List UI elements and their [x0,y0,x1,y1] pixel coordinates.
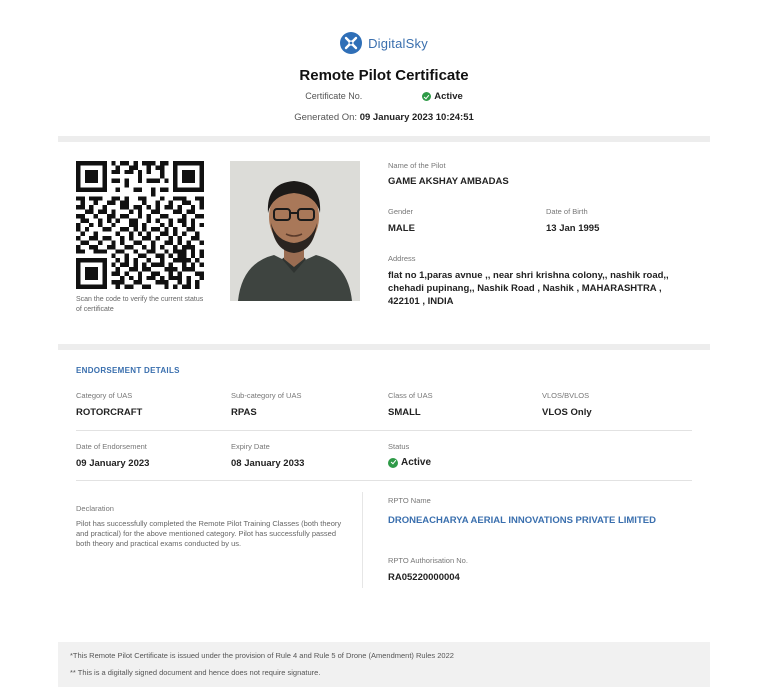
class-label: Class of UAS [388,391,433,400]
generated-label: Generated On: [294,112,358,123]
category-label: Category of UAS [76,391,133,400]
subcategory-label: Sub-category of UAS [231,391,302,400]
section-divider [58,136,710,142]
vlos-value: VLOS Only [542,407,592,418]
digitalsky-logo [58,32,710,54]
rpto-auth-label: RPTO Authorisation No. [388,556,468,565]
logo-text: DigitalSky [368,35,428,51]
rpto-name-label: RPTO Name [388,496,431,505]
status-label: Status [388,442,410,451]
qr-caption: Scan the code to verify the current status of certificate [76,296,204,313]
certificate-title: Remote Pilot Certificate [299,67,469,84]
endorsement-date-label: Date of Endorsement [76,442,147,451]
declaration-label: Declaration [76,504,114,513]
rpto-name-value: DRONEACHARYA AERIAL INNOVATIONS PRIVATE LIMITED [388,515,656,526]
pilot-name-value: GAME AKSHAY AMBADAS [388,176,509,187]
gender-label: Gender [388,207,414,216]
certificate-number-label: Certificate No. [305,91,363,101]
rpto-auth-value: RA05220000004 [388,572,460,583]
category-value: ROTORCRAFT [76,407,143,418]
status-badge [388,457,431,468]
header-status-text: Active [434,91,463,102]
vlos-label: VLOS/BVLOS [542,391,590,400]
gender-value: MALE [388,223,415,234]
expiry-date-label: Expiry Date [231,442,270,451]
row-divider [76,430,692,431]
status-value: Active [401,457,432,468]
column-divider [362,492,363,588]
endorsement-date-value: 09 January 2023 [76,458,150,469]
dob-value: 13 Jan 1995 [546,223,600,234]
section-divider [58,344,710,350]
row-divider [76,480,692,481]
certificate-number-row [58,91,710,102]
qr-code[interactable] [76,161,204,289]
footnote-2: ** This is a digitally signed document and hence does not require signature. [70,668,321,677]
endorsement-details [58,352,710,612]
generated-value: 09 January 2023 10:24:51 [359,112,474,123]
generated-on [58,112,710,123]
pilot-photo [230,161,360,301]
subcategory-value: RPAS [231,407,257,418]
pilot-name-label: Name of the Pilot [388,161,446,170]
pilot-details [58,145,710,345]
check-circle-icon [388,458,398,468]
digitalsky-logo-icon [340,32,362,54]
expiry-date-value: 08 January 2033 [231,458,305,469]
footer-notes [58,642,710,687]
header-status-badge [422,91,463,102]
check-circle-icon [422,92,431,101]
footnote-1: *This Remote Pilot Certificate is issued under the provision of Rule 4 and Rule 5 of Drone (Amendment) Rules 2022 [70,651,454,660]
class-value: SMALL [388,407,421,418]
dob-label: Date of Birth [546,207,588,216]
certificate-header [58,12,710,134]
address-label: Address [388,254,416,263]
endorsement-section-title: ENDORSEMENT DETAILS [76,366,180,375]
declaration-text: Pilot has successfully completed the Remote Pilot Training Classes (both theory and practical) for the above mentioned category. Pilot has successfully passed both theory and practical exams conducted by us. [76,519,342,548]
address-value: flat no 1,paras avnue ,, near shri krishna colony,, nashik road,, chehadi pupinang,, Nashik Road , Nashik , MAHARASHTRA , 422101 , INDIA [388,270,669,307]
